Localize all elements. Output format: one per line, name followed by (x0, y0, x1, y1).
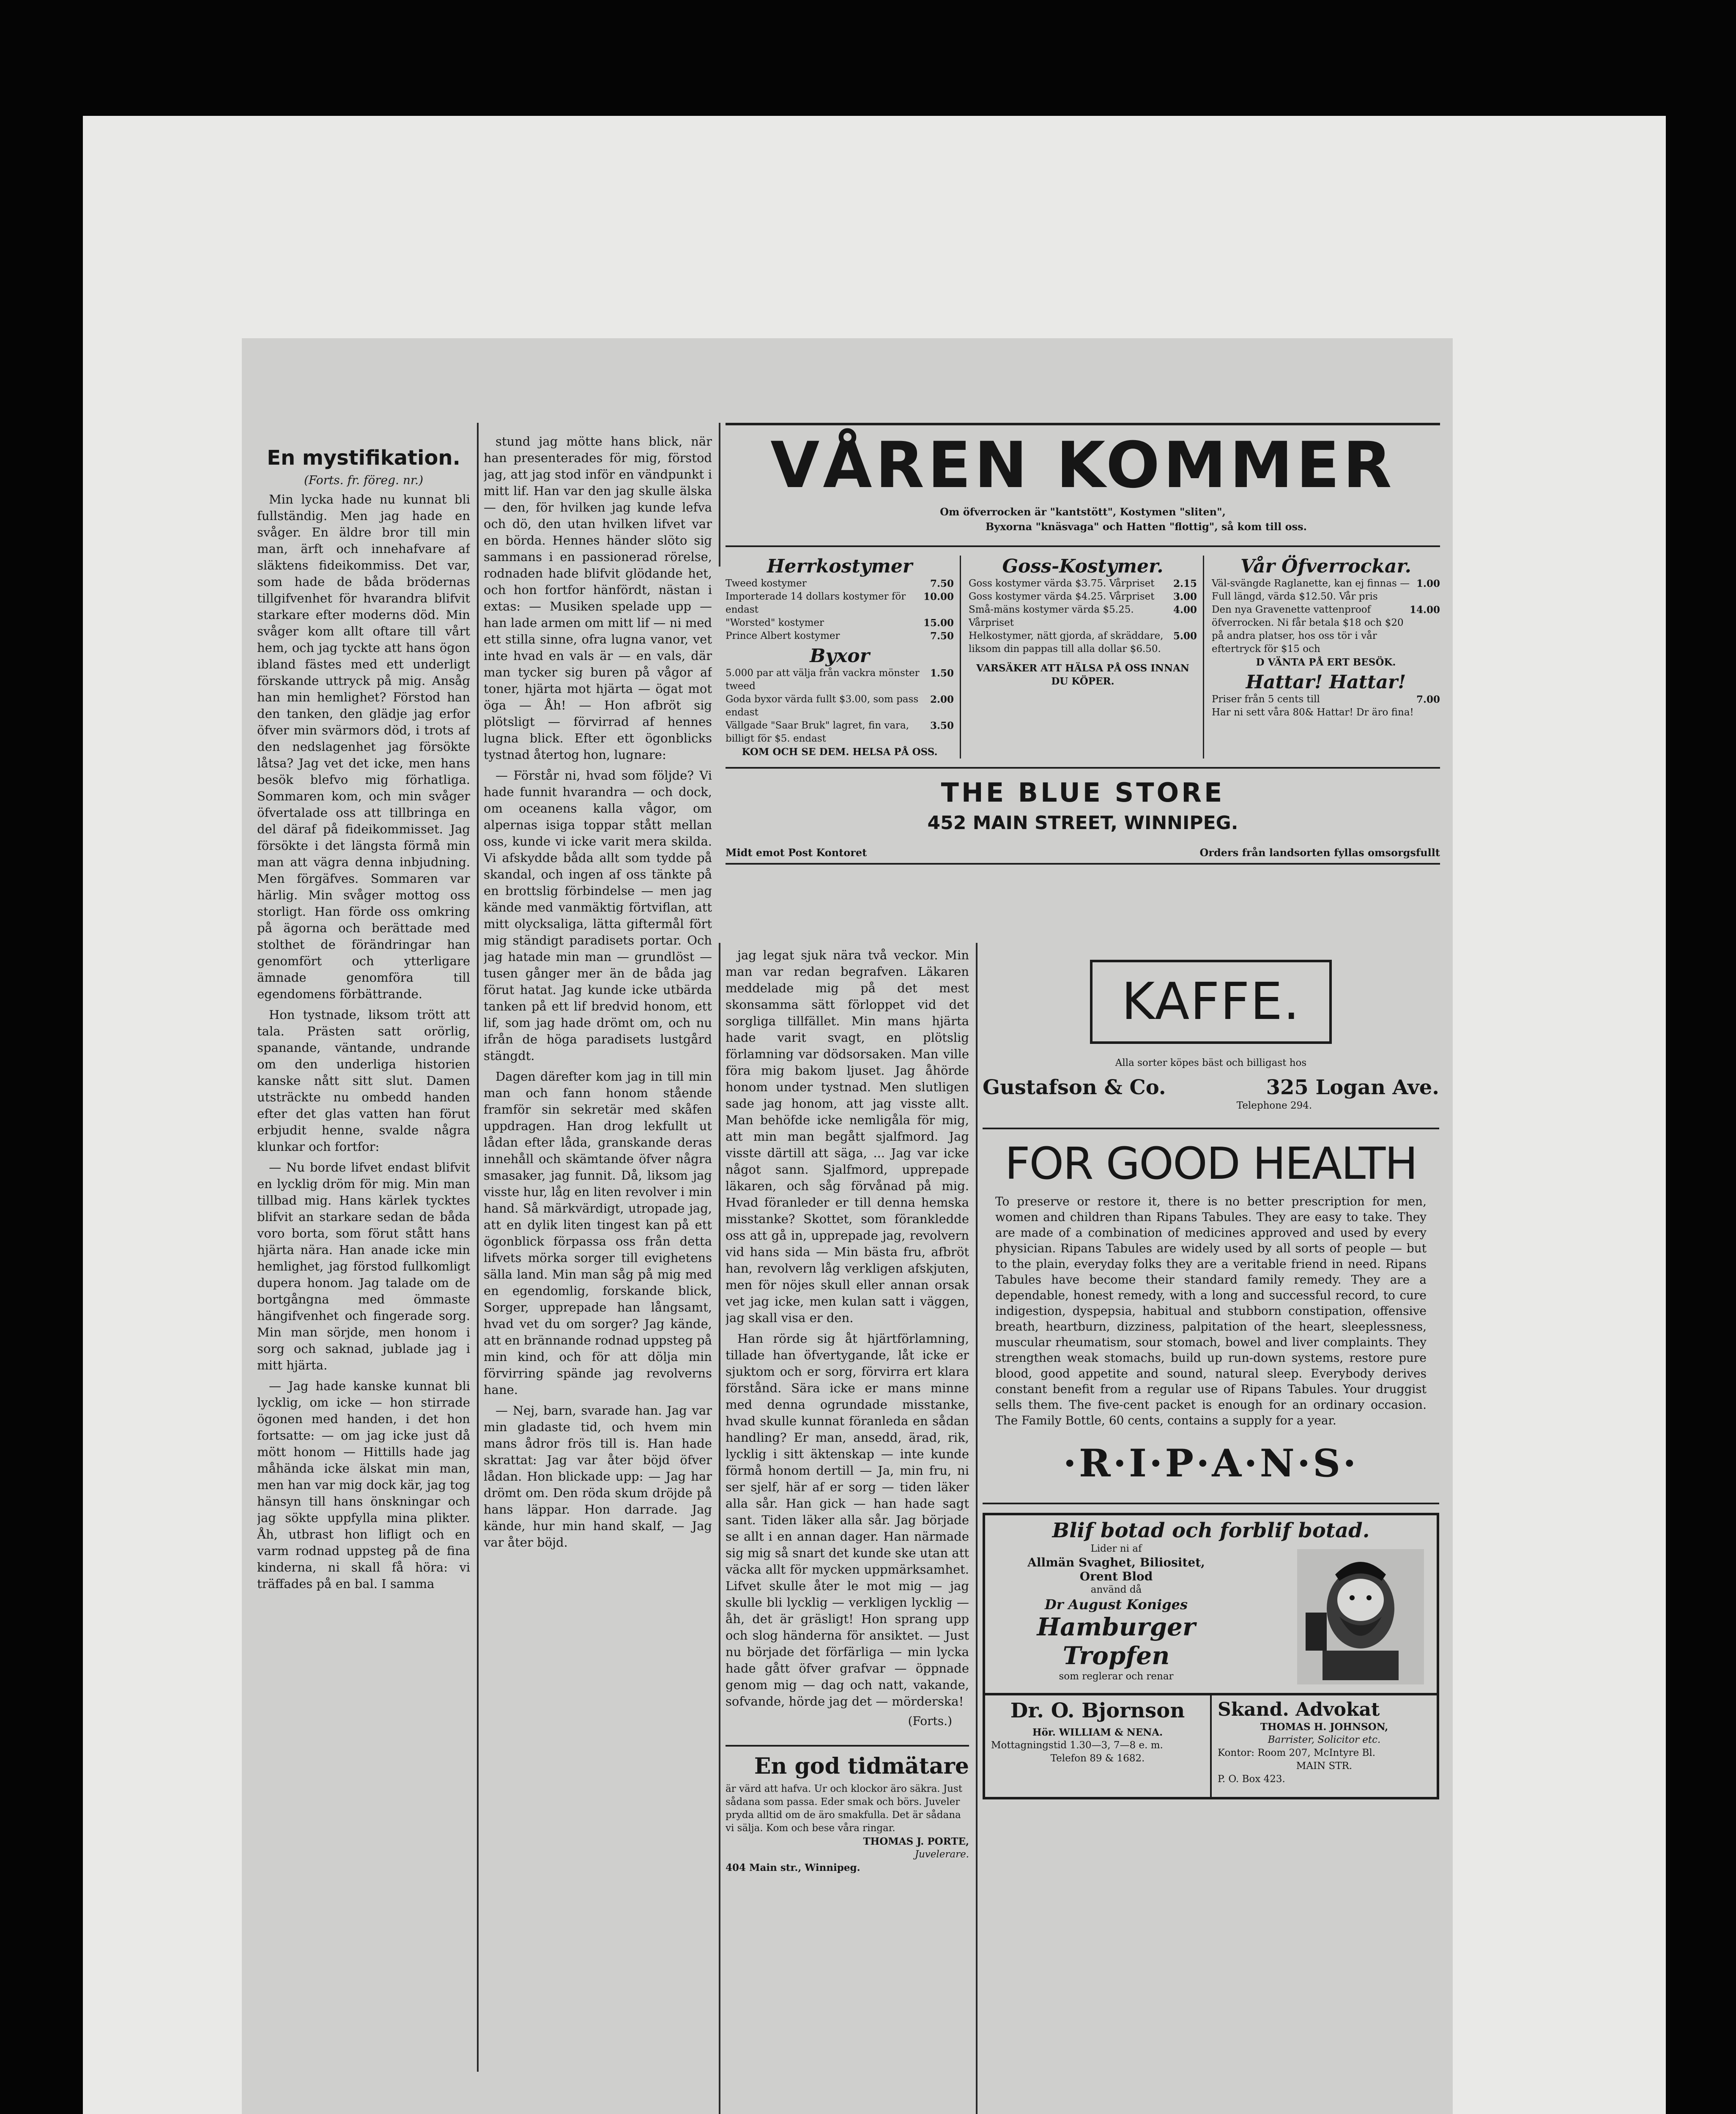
ofver-title: Vår Öfverrockar. (1240, 556, 1411, 577)
lawyer-line: Kontor: Room 207, McIntyre Bl. (1218, 1747, 1376, 1758)
story-paragraph: jag legat sjuk nära två veckor. Min man var redan begrafven. Läkaren meddelade mig på det mest skonsamma sätt förloppet vid det sorgliga tillfället. Min mans hjärta hade varit svagt, en plötslig förlamning var dödsorsaken. Man ville föra mig bakom ljuset. Jag åhörde honom under tystnad. Men slutligen sade jag honom, att jag visste allt. Man behöfde icke nemligåla för mig, att min man begått sjalfmord. Jag visste därtill att säga, ... Jag var icke något sann. Sjalfmord, upprepade läkaren, och såg förvånad på mig. Hvad föranleder er till denna hemska misstanke? Skottet, som förankledde oss att gå in, upprepade jag, revolvern vid hans sida — Min bästa fru, afbröt han, revolvern låg verkligen afskjuten, men för nöjes skull eller annan orsak vet jag icke, men kulan satt i väggen, jag skall visa er den. (726, 948, 969, 1325)
store-left-note: Midt emot Post Kontoret (726, 846, 867, 859)
story-body-end (726, 947, 969, 1710)
byxor-title: Byxor (810, 645, 870, 667)
column-rule (719, 423, 720, 567)
kaffe-phone: Telephone 294. (1236, 1100, 1312, 1111)
goss-section (969, 556, 1204, 759)
price-line: Väl-svängde Raglanette, kan ej finnas — Full längd, värda $12.50. Vår pris 1.00 (1212, 578, 1440, 602)
kaffe-shop-name: Gustafson & Co. (983, 1076, 1166, 1099)
price-line: Vällgade "Saar Bruk" lagret, fin vara, billigt för $5. endast 3.50 (726, 720, 954, 744)
store-address: 452 MAIN STREET, WINNIPEG. (927, 812, 1238, 834)
story-paragraph: — Nej, barn, svarade han. Jag var min gladaste tid, och hvem min mans ådror frös till is. Han hade skrattat: Jag var åter böjd öfver lådan. Hon blickade upp: — Jag har drömt om. Den röda skum dröjde på hans läppar. Hon darrade. Jag kände, hur min hand skalf, — Jag var åter böjd. (484, 1403, 712, 1550)
kaffe-box (1090, 960, 1332, 1044)
kaffe-shop (983, 1076, 1439, 1099)
newspaper-page (242, 338, 1453, 2114)
blif-line: Orent Blod (1079, 1569, 1153, 1583)
ofver-section (1212, 556, 1440, 759)
varen-kommer-ad (726, 419, 1440, 943)
blif-line: Dr August Koniges (1044, 1596, 1188, 1613)
doctor-card (985, 1695, 1212, 1797)
goss-footer: VARSÄKER ATT HÄLSA PÅ OSS INNAN DU KÖPER. (976, 663, 1189, 687)
story-body (257, 491, 470, 1592)
lawyer-title: Skand. Advokat (1218, 1699, 1380, 1720)
blif-title: Blif botad och forblif botad. (1052, 1519, 1370, 1542)
hattar-note: Har ni sett våra 80& Hattar! Dr äro fina! (1212, 707, 1414, 718)
varen-title: VÅREN KOMMER (770, 429, 1395, 502)
watch-ad-name: THOMAS J. PORTE, (863, 1836, 969, 1847)
blif-line: Hamburger (1037, 1613, 1196, 1641)
price-line: Goda byxor värda fullt $3.00, som pass endast 2.00 (726, 694, 954, 718)
hattar-title: Hattar! Hattar! (1246, 671, 1406, 693)
price-grid (726, 556, 1440, 759)
professional-cards (983, 1695, 1439, 1799)
watch-ad-address: 404 Main str., Winnipeg. (726, 1862, 860, 1873)
blif-line: Tropfen (1062, 1641, 1170, 1670)
kaffe-shop-address: 325 Logan Ave. (1266, 1076, 1439, 1099)
doctor-line: Telefon 89 & 1682. (1050, 1753, 1145, 1764)
doctor-line: Hör. WILLIAM & NENA. (1032, 1727, 1163, 1738)
store-right-note: Orders från landsorten fyllas omsorgsfullt (1199, 846, 1440, 859)
story-paragraph: stund jag mötte hans blick, när han presenterades för mig, förstod jag, att jag stod inför en vändpunkt i mitt lif. Han var den jag skulle älska — den, för hvilken jag kunde lefva och dö, den utan hvilken lifvet var en börda. Hennes händer slöto sig sammans i en passionerad rörelse, rodnaden hade blifvit glödande het, och hon fortfor hänfördt, nästan i extas: — Musiken spelade upp — han lade armen om mitt lif — ni med ett stilla sinne, ofra lugna vanor, vet inte hvad en vals är — en vals, där man tycker sig buren på vågor af toner, hjärta mot hjärta — ögat mot öga — Åh! — Hon afbröt sig plötsligt — förvirrad af hennes lugna blick. Efter ett ögonblicks tystnad återtog hon, lugnare: (484, 434, 712, 762)
price-line: Goss kostymer värda $3.75. Vårpriset 2.15 (969, 578, 1197, 589)
story-paragraph: Min lycka hade nu kunnat bli fullständig. Men jag hade en svåger. En äldre bror till min man, ärft och innehafvare af släktens fideikommiss. Det var, som hade de båda brödernas tillgifvenhet för hvarandra blifvit starkare efter moderns död. Min svåger kom allt oftare till vårt hem, och jag tyckte att hans ögon ibland fästes med ett underligt förskande uttryck på mig. Ansåg han min hemlighet? Förstod han den tanken, den glädje jag erfor öfver min svärmors död, i trots af den nedslagenhet jag försökte låtsa? Jag vet det icke, men hans besök blefvo mig förhatliga. Sommaren kom, och min svåger öfvertalade oss att tillbringa en del däraf på fideikommisset. Jag försökte i det längsta förmå min man att vägra denna inbjudning. Men förgäfves. Sommaren var härlig. Min svåger mottog oss storligt. Han förde oss omkring på ägorna och berättade med stolthet de förändringar han genomfört och ytterligare ämnade genomföra till egendomens förbättrande. (257, 492, 470, 1001)
byxor-footer: KOM OCH SE DEM. HELSA PÅ OSS. (742, 746, 938, 758)
price-line: Importerade 14 dollars kostymer för endast 10.00 (726, 591, 954, 615)
story-column-1 (257, 446, 470, 2114)
blif-line: Allmän Svaghet, Biliositet, (1027, 1555, 1205, 1569)
story-paragraph: Han rörde sig åt hjärtförlamning, tillade han öfvertygande, låt icke er sjuktom och er sorg, förvirra ert klara förstånd. Sära icke er mans minne med denna ogrundade misstanke, hvad skulle kunnat föranleda en sådan handling? Er man, ansedd, ärad, rik, lycklig i sitt äktenskap — inte kunde förmå honom dertill — Ja, min fru, ni ser sjelf, här af er sorg — tiden läker alla sår. Han gick — han hade sagt sant. Tiden läker alla sår. Jag började se allt i en annan dager. Han närmade sig mig så snart det kunde ske utan att väcka allt för mycken uppmärksamhet. Lifvet skulle åter le mot mig — jag skulle bli lycklig — verkligen lycklig — åh, det är gräsligt! Hon sprang upp och slog händerna för ansiktet. — Just nu började det förfärliga — min lycka hade gått öfver grafvar — öppnade genom mig — dag och natt, vakande, sofvande, hörde jag det — mörderska! (726, 1331, 969, 1709)
store-notes (726, 846, 1440, 859)
varen-subtitle-1: Om öfverrocken är "kantstött", Kostymen "sliten", (940, 506, 1226, 518)
blif-line: som reglerar och renar (1059, 1671, 1174, 1682)
health-text: To preserve or restore it, there is no better prescription for men, women and children than Ripans Tabules. They are easy to take. They are made of a combination of medicines approved and used by every physician. Ripans Tabules are widely used by all sorts of people — but to the plain, everyday folks they are a veritable friend in need. Ripans Tabules have become their standard family remedy. They are a dependable, honest remedy, with a long and successful record, to cure indigestion, dyspepsia, habitual and stubborn constipation, offensive breath, heartburn, dizziness, palpitation of the heart, sleeplessness, muscular rheumatism, sour stomach, bowel and liver complaints. They strengthen weak stomachs, build up run-down systems, restore pure blood, good appetite and sound, natural sleep. Everybody derives constant benefit from a regular use of Ripans Tabules. Your druggist sells them. The five-cent packet is enough for an ordinary occasion. The Family Bottle, 60 cents, contains a supply for a year. (995, 1194, 1427, 1427)
price-line: Prince Albert kostymer 7.50 (726, 630, 954, 642)
doctor-name: Dr. O. Bjornson (1010, 1699, 1185, 1722)
ads-column (983, 947, 1439, 2114)
store-name: THE BLUE STORE (941, 777, 1225, 808)
hamburger-tropfen-ad (983, 1513, 1439, 1695)
herr-section (726, 556, 961, 759)
lawyer-line: Barrister, Solicitor etc. (1268, 1734, 1381, 1745)
story-paragraph: — Förstår ni, hvad som följde? Vi hade funnit hvarandra — och dock, om oceanens kalla vågor, om alpernas isiga toppar stått mellan oss, kunde vi icke varit mera skilda. Vi afskydde båda allt som tydde på skandal, och ingen af oss tänkte på en brottslig förbindelse — men jag kände med vanmäktig förtviflan, att mitt olycksaliga, lätta giftermål fört mig ständigt paradisets portar. Och jag hatade min man — grundlöst — tusen gånger mer än de båda jag förut hatat. Jag kunde icke utbärda tanken på ett lif bredvid honom, ett lif, som jag hade drömt om, och nu ifrån de höga paradisets lustgård stängdt. (484, 768, 712, 1063)
watch-ad-role: Juvelerare. (915, 1849, 969, 1860)
story-title: En mystifikation. (267, 446, 460, 470)
watch-ad (726, 1753, 969, 1874)
kaffe-sub: Alla sorter köpes bäst och billigast hos (1115, 1057, 1307, 1068)
ofver-footer: D VÄNTA PÅ ERT BESÖK. (1256, 657, 1396, 668)
column-rule (477, 423, 479, 2072)
kaffe-title: KAFFE. (1121, 972, 1301, 1031)
story-column-3 (726, 947, 969, 2114)
story-continued-note: (Forts. fr. föreg. nr.) (304, 473, 424, 487)
bearded-man-illustration (1297, 1549, 1424, 1684)
story-paragraph: — Jag hade kanske kunnat bli lycklig, om icke — hon stirrade ögonen med handen, i det hon fortsatte: — om jag icke just då mött honom — Hittills hade jag måhända icke älskat min man, men han var mig dock kär, jag tog hänsyn till hans önskningar och jag sökte uppfylla mina plikter. Åh, utbrast hon lifligt och en varm rodnad uppsteg på de fina kinderna, ni skall få höra: vi träffades på en bal. I samma (257, 1379, 470, 1591)
lawyer-card (1212, 1695, 1437, 1797)
forts-note: (Forts.) (908, 1714, 952, 1728)
herr-title: Herrkostymer (767, 556, 913, 577)
story-paragraph: — Nu borde lifvet endast blifvit en lycklig dröm för mig. Min man tillbad mig. Hans kärlek tycktes blifvit an starkare sedan de båda voro borta, som förut stått hans hjärta nära. Han anade icke min hemlighet, jag förstod fullkomligt dupera honom. Jag talade om de bortgångna med ömmaste hängifvenhet och fingerade sorg. Min man sörjde, men honom i sorg och saknad, jublade jag i mitt hjärta. (257, 1160, 470, 1372)
goss-title: Goss-Kostymer. (1002, 556, 1164, 577)
price-line: Goss kostymer värda $4.25. Vårpriset 3.00 (969, 591, 1197, 602)
price-line: Priser från 5 cents till 7.00 (1212, 694, 1440, 705)
price-line: Helkostymer, nätt gjorda, af skräddare, liksom din pappas till alla dollar $6.50. 5.00 (969, 630, 1197, 654)
price-line: Tweed kostymer 7.50 (726, 578, 954, 589)
lawyer-line: P. O. Box 423. (1218, 1774, 1285, 1785)
watch-ad-text: är värd att hafva. Ur och klockor äro säkra. Just sådana som passa. Eder smak och börs. Juveler pryda alltid om de äro smakfulla. Det är sådana vi sälja. Kom och bese våra ringar. (726, 1783, 963, 1834)
price-line: Den nya Gravenette vattenproof öfverrocken. Ni får betala $18 och $20 på andra platser, hos oss tör i vår eftertryck för $15 och 14.00 (1212, 604, 1440, 654)
column-rule (976, 943, 978, 2114)
blif-line: Lider ni af (1090, 1543, 1142, 1554)
price-line: Små-mäns kostymer värda $5.25. Vårpriset 4.00 (969, 604, 1197, 628)
column-rule (719, 943, 720, 2114)
story-body-continued (484, 433, 712, 1551)
lawyer-line: MAIN STR. (1296, 1761, 1353, 1772)
watch-ad-title: En god tidmätare (754, 1753, 969, 1779)
lawyer-name: THOMAS H. JOHNSON, (1260, 1721, 1388, 1733)
story-column-2 (484, 433, 712, 2114)
story-paragraph: Hon tystnade, liksom trött att tala. Prästen satt orörlig, spanande, väntande, undrande om den underliga historien kanske nått sitt slut. Damen utsträckte nu ombedd handen efter det glas vatten han förut erbjudit henne, svalde några klunkar och fortfor: (257, 1008, 470, 1154)
health-title: FOR GOOD HEALTH (1005, 1138, 1417, 1189)
ripans-logo: ·R·I·P·A·N·S· (1063, 1441, 1359, 1486)
price-line: 5.000 par att välja från vackra mönster tweed 1.50 (726, 668, 954, 692)
price-line: "Worsted" kostymer 15.00 (726, 617, 954, 629)
blif-body (985, 1542, 1247, 1683)
varen-subtitle-2: Byxorna "knäsvaga" och Hatten "flottig", så kom till oss. (985, 520, 1307, 533)
doctor-line: Mottagningstid 1.30—3, 7—8 e. m. (991, 1740, 1163, 1751)
blif-line: använd då (1090, 1584, 1142, 1595)
story-paragraph: Dagen därefter kom jag in till min man och fann honom stående framför sin sekretär med skåfen uppdragen. Han drog lekfullt ut lådan efter låda, granskande deras innehåll och skämtande öfver några smasaker, jag funnit. Då, liksom jag visste hur, låg en liten revolver i min hand. Så märkvärdigt, utropade jag, att en dylik liten tingest kan på ett ögonblick förpassa oss från detta lifvets mörka sorger till evighetens sälla land. Min man såg på mig med en egendomlig, forskande blick, Sorger, upprepade han långsamt, hvad vet du om sorger? Jag kände, att en brännande rodnad uppsteg på min kind, och för att dölja min förvirring spände jag revolverns hane. (484, 1069, 712, 1397)
